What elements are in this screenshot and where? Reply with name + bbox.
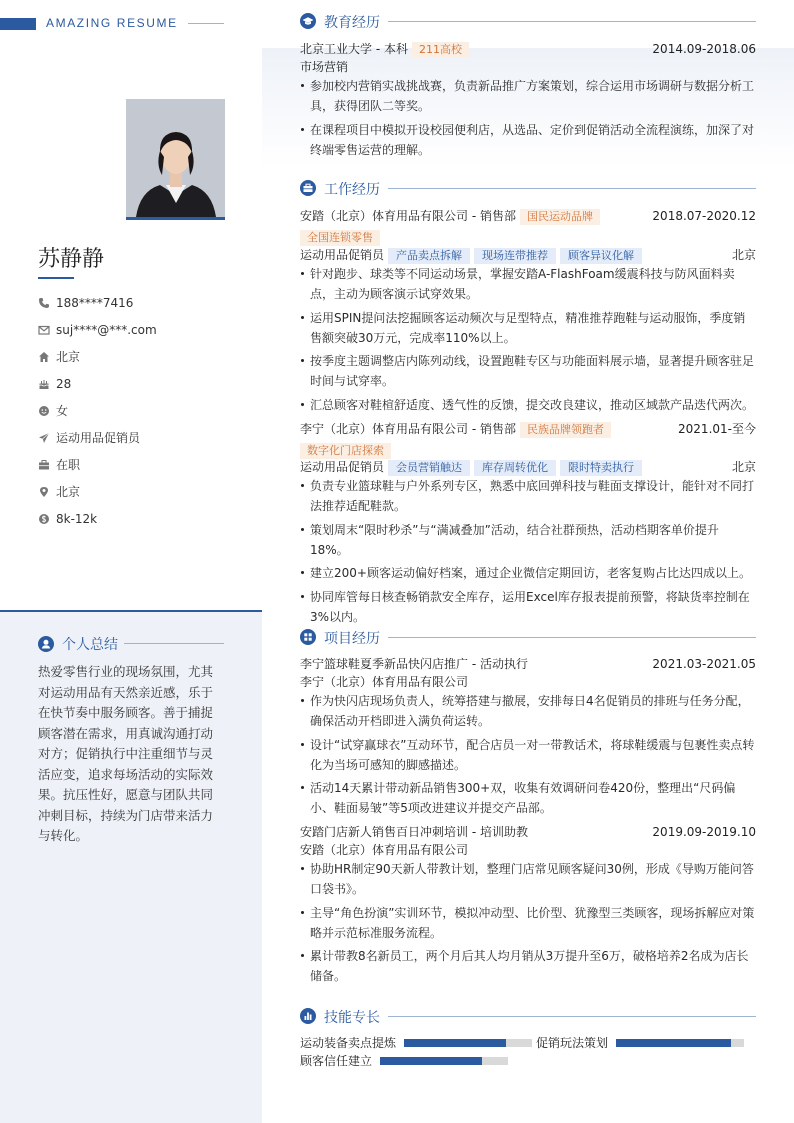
projects-title: 项目经历: [324, 631, 380, 647]
job-2-company: 李宁（北京）体育用品有限公司 - 销售部: [300, 422, 516, 436]
school-name: 北京工业大学 - 本科: [300, 42, 408, 56]
job-1-skill-1: 产品卖点拆解: [388, 248, 470, 264]
skill-label: 运动装备卖点提炼: [300, 1036, 397, 1050]
skills-header: [300, 1007, 756, 1027]
contact-status: 在职: [38, 458, 80, 472]
project-2-row: [300, 824, 756, 840]
job-1-role: 运动用品促销员: [300, 248, 385, 262]
list-item: 协助HR制定90天新人带教计划，整理门店常见顾客疑问30例，形成《导购万能问答口袋书》。: [300, 859, 756, 899]
list-item: 建立200+顾客运动偏好档案，通过企业微信定期回访，老客复购占比达四成以上。: [300, 563, 756, 583]
list-item: 汇总顾客对鞋楦舒适度、透气性的反馈，提交改良建议，推动区域款产品迭代两次。: [300, 395, 756, 415]
location-icon: [38, 486, 50, 498]
job-1-company-row: [300, 208, 756, 224]
brand-line: [188, 23, 224, 24]
job-2-company-row: [300, 421, 756, 437]
skill-item: [300, 1053, 508, 1069]
list-item: 协同库管每日核查畅销款安全库存，运用Excel库存报表提前预警，将缺货率控制在3%以内。: [300, 587, 756, 627]
contact-position: 运动用品促销员: [38, 431, 140, 445]
salary-icon: [38, 513, 50, 525]
skills-title: 技能专长: [324, 1010, 380, 1026]
candidate-name: 苏静静: [38, 247, 105, 272]
job-1-skill-3: 顾客异议化解: [560, 248, 642, 264]
job-2-skill-2: 库存周转优化: [474, 460, 556, 476]
project-1-period: 2021.03-2021.05: [652, 657, 756, 671]
job-1-skill-2: 现场连带推荐: [474, 248, 556, 264]
summary-header: [38, 634, 224, 654]
list-item: 设计“试穿赢球衣”互动环节，配合店员一对一带教话术，将球鞋缓震与包裹性卖点转化为当场可感知的脚感描述。: [300, 735, 756, 775]
project-2-company: 安踏（北京）体育用品有限公司: [300, 843, 469, 857]
summary-text: 热爱零售行业的现场氛围，尤其对运动用品有天然亲近感，乐于在快节奏中服务顾客。善于捕捉顾客潜在需求，用真诚沟通打动对方；促销执行中注重细节与灵活应变，追求每场活动的实际效果。抗压性好，愿意与团队共同冲刺目标，持续为门店带来活力与转化。: [38, 664, 214, 843]
skill-label: 顾客信任建立: [300, 1054, 373, 1068]
job-1-tag-row: [300, 229, 756, 245]
list-item: 负责专业篮球鞋与户外系列专区，熟悉中底回弹科技与鞋面支撑设计，能针对不同打法推荐适配鞋款。: [300, 476, 756, 516]
project-1-row: [300, 656, 756, 672]
education-row: [300, 41, 756, 57]
job-2-role-row: [300, 459, 756, 475]
grid-icon: [300, 629, 316, 645]
job-2-role: 运动用品促销员: [300, 460, 385, 474]
user-icon: [38, 636, 54, 652]
summary-title-line: [124, 643, 224, 644]
list-item: 按季度主题调整店内陈列动线，设置跑鞋专区与功能面料展示墙，显著提升顾客驻足时间与试穿率。: [300, 351, 756, 391]
phone-icon: [38, 297, 50, 309]
name-underline: [38, 277, 74, 279]
education-header: [300, 12, 756, 32]
work-title-line: [388, 188, 756, 189]
briefcase-icon: [300, 180, 316, 196]
contact-salary: 8k-12k: [38, 512, 97, 526]
skill-label: 促销玩法策划: [536, 1036, 609, 1050]
school-tag: 211高校: [412, 42, 469, 58]
project-1-name: 李宁篮球鞋夏季新品快闪店推广 - 活动执行: [300, 657, 528, 671]
job-2-tag-2: 数字化门店探索: [300, 443, 391, 459]
job-1-bullets: [300, 264, 756, 418]
project-1-bullets: [300, 691, 756, 822]
skill-bar: [616, 1039, 744, 1047]
work-header: [300, 179, 756, 199]
briefcase-icon: [38, 459, 50, 471]
list-item: 作为快闪店现场负责人，统筹搭建与撤展，安排每日4名促销员的排班与任务分配，确保活动开档即进入满负荷运转。: [300, 691, 756, 731]
list-item: 主导“角色扮演”实训环节，模拟冲动型、比价型、犹豫型三类顾客，现场拆解应对策略并示范标准服务流程。: [300, 903, 756, 943]
skills-title-line: [388, 1016, 756, 1017]
project-2-period: 2019.09-2019.10: [652, 825, 756, 839]
job-2-period: 2021.01-至今: [678, 422, 756, 436]
list-item: 针对跑步、球类等不同运动场景，掌握安踏A-FlashFoam缓震科技与防风面料卖点，主动为顾客演示试穿效果。: [300, 264, 756, 304]
project-2-bullets: [300, 859, 756, 990]
education-title: 教育经历: [324, 15, 380, 31]
skills-row-2: [300, 1053, 756, 1069]
contact-home: 北京: [38, 350, 80, 364]
profile-photo: [126, 99, 225, 220]
skill-item: [300, 1035, 532, 1051]
contact-phone: 188****7416: [38, 296, 133, 310]
job-1-period: 2018.07-2020.12: [652, 209, 756, 223]
list-item: 参加校内营销实战挑战赛，负责新品推广方案策划，综合运用市场调研与数据分析工具，获得团队二等奖。: [300, 76, 756, 116]
work-title: 工作经历: [324, 182, 380, 198]
job-2-tag-1: 民族品牌领跑者: [520, 422, 611, 438]
job-2-city: 北京: [731, 460, 756, 474]
mail-icon: [38, 324, 50, 336]
job-1-tag-2: 全国连锁零售: [300, 230, 380, 246]
bar-chart-icon: [300, 1008, 316, 1024]
education-period: 2014.09-2018.06: [652, 42, 756, 56]
skill-bar-fill: [616, 1039, 731, 1047]
job-2-skill-1: 会员营销触达: [388, 460, 470, 476]
projects-title-line: [388, 637, 756, 638]
job-1-company: 安踏（北京）体育用品有限公司 - 销售部: [300, 209, 516, 223]
home-icon: [38, 351, 50, 363]
list-item: 策划周末“限时秒杀”与“满减叠加”活动，结合社群预热，活动档期客单价提升18%。: [300, 520, 756, 560]
list-item: 活动14天累计带动新品销售300+双，收集有效调研问卷420份，整理出“尺码偏小、鞋面易皱”等5项改进建议并提交产品部。: [300, 778, 756, 818]
send-icon: [38, 432, 50, 444]
skill-bar: [404, 1039, 532, 1047]
skill-bar-fill: [380, 1057, 482, 1065]
skill-item: [536, 1035, 744, 1051]
list-item: 在课程项目中模拟开设校园便利店，从选品、定价到促销活动全流程演练，加深了对终端零售运营的理解。: [300, 120, 756, 160]
job-2-tag-row: [300, 442, 756, 458]
graduation-cap-icon: [300, 13, 316, 29]
list-item: 累计带教8名新员工，两个月后其人均月销从3万提升至6万，破格培养2名成为店长储备。: [300, 946, 756, 986]
education-title-line: [388, 21, 756, 22]
brand-bar: [0, 18, 36, 30]
education-bullets: [300, 76, 756, 163]
job-1-tag-1: 国民运动品牌: [520, 209, 600, 225]
contact-gender: 女: [38, 404, 68, 418]
education-major: 市场营销: [300, 60, 349, 74]
skill-bar: [380, 1057, 508, 1065]
skills-row-1: [300, 1035, 756, 1051]
cake-icon: [38, 378, 50, 390]
contact-location: 北京: [38, 485, 80, 499]
contact-age: 28: [38, 377, 71, 391]
project-1-company: 李宁（北京）体育用品有限公司: [300, 675, 469, 689]
job-1-city: 北京: [731, 248, 756, 262]
summary-title: 个人总结: [62, 637, 118, 653]
projects-header: [300, 628, 756, 648]
brand-title: AMAZING RESUME: [46, 16, 178, 30]
job-1-role-row: [300, 247, 756, 263]
list-item: 运用SPIN提问法挖掘顾客运动频次与足型特点，精准推荐跑鞋与运动服饰，季度销售额突破30万元，完成率110%以上。: [300, 308, 756, 348]
project-2-name: 安踏门店新人销售百日冲刺培训 - 培训助教: [300, 825, 528, 839]
skill-bar-fill: [404, 1039, 506, 1047]
job-2-bullets: [300, 476, 756, 630]
smile-icon: [38, 405, 50, 417]
job-2-skill-3: 限时特卖执行: [560, 460, 642, 476]
contact-email: suj****@***.com: [38, 323, 157, 337]
